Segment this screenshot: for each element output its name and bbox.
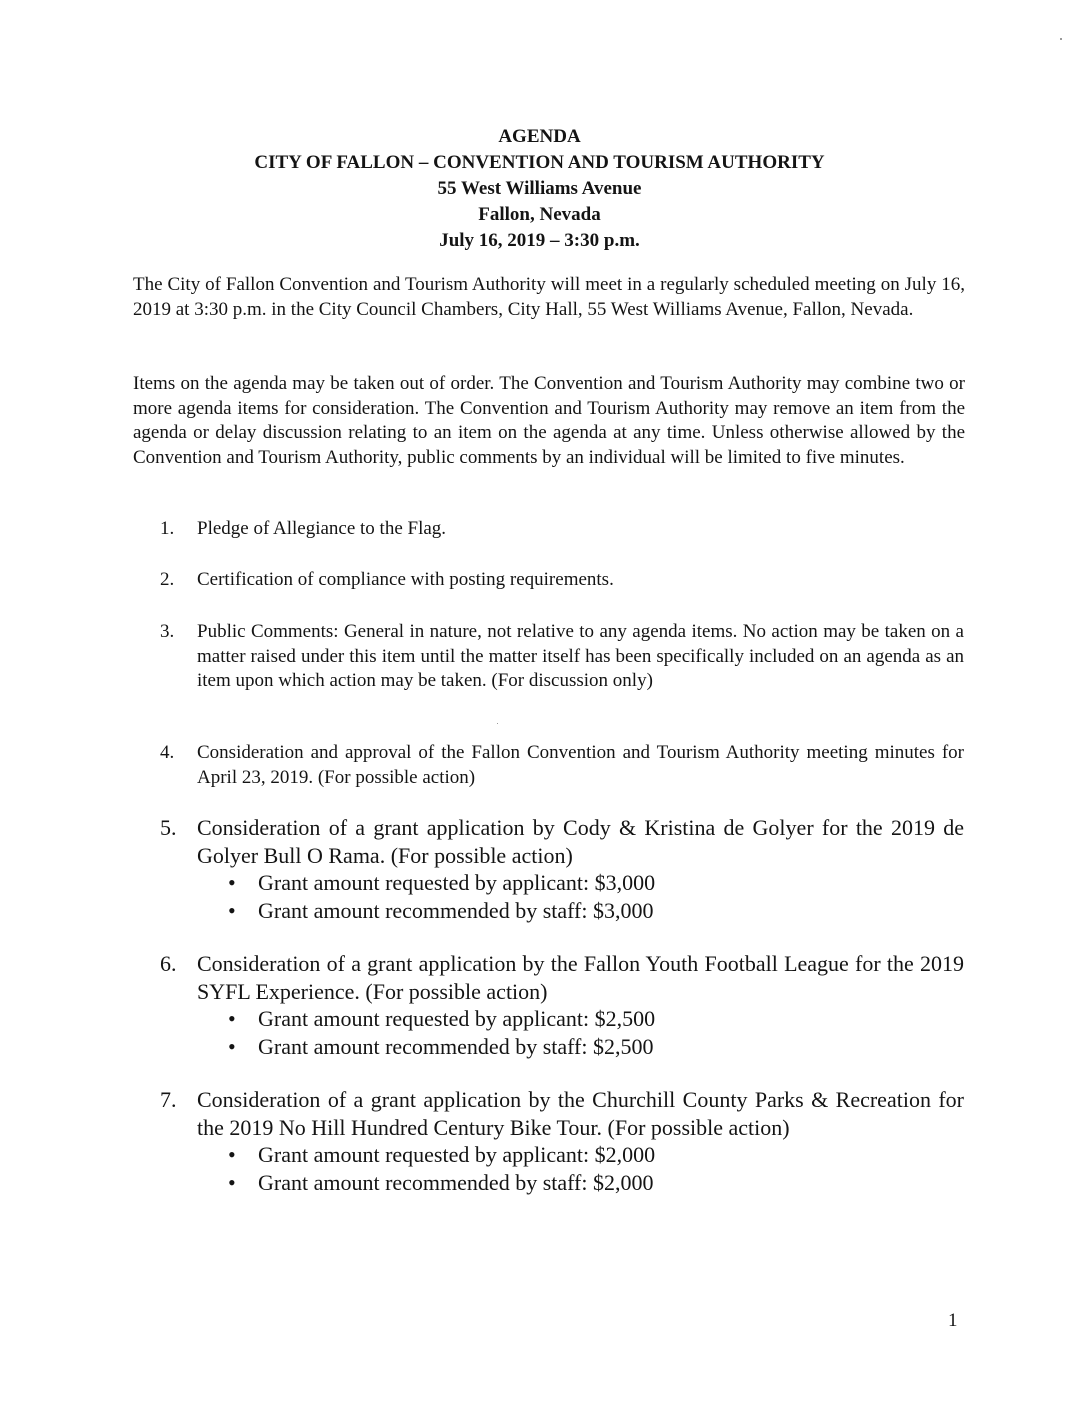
address-street: 55 West Williams Avenue <box>437 178 642 199</box>
organization-name: CITY OF FALLON – CONVENTION AND TOURISM AUTHORITY <box>254 152 825 173</box>
agenda-header <box>0 124 1079 254</box>
item-text: Consideration of a grant application by Cody & Kristina de Golyer for the 2019 de Golyer Bull O Rama. (For possible action) <box>197 815 964 868</box>
item-text: Certification of compliance with posting requirements. <box>197 569 614 590</box>
grant-requested: • Grant amount requested by applicant: $3,000 <box>228 870 656 895</box>
bullet-icon: • <box>228 1033 236 1059</box>
item-number: 6. <box>160 951 177 976</box>
scan-speck <box>1060 38 1062 40</box>
bullet-icon: • <box>228 1169 236 1195</box>
item-number: 7. <box>160 1087 177 1112</box>
address-city: Fallon, Nevada <box>478 204 601 225</box>
agenda-item <box>160 517 964 542</box>
grant-amounts-list <box>160 1141 964 1196</box>
item-text: Consideration of a grant application by the Fallon Youth Football League for the 2019 SYFL Experience. (For possible action) <box>197 951 964 1004</box>
agenda-title: AGENDA <box>498 126 581 147</box>
grant-amounts-list <box>160 869 964 924</box>
meeting-datetime: July 16, 2019 – 3:30 p.m. <box>439 230 640 251</box>
bullet-icon: • <box>228 870 236 895</box>
item-number: 2. <box>160 569 175 590</box>
grant-recommended: • Grant amount recommended by staff: $3,000 <box>228 897 654 923</box>
grant-recommended: • Grant amount recommended by staff: $2,000 <box>228 1169 654 1195</box>
item-number: 5. <box>160 815 177 840</box>
bullet-icon: • <box>228 897 236 923</box>
grant-amounts-list <box>160 1005 964 1060</box>
item-text: Consideration and approval of the Fallon Convention and Tourism Authority meeting minutes for April 23, 2019. (For possible action) <box>197 742 964 788</box>
bullet-icon: • <box>228 1142 236 1167</box>
bullet-icon: • <box>228 1006 236 1031</box>
agenda-item <box>160 1086 964 1196</box>
agenda-item <box>160 950 964 1060</box>
item-number: 1. <box>160 518 175 539</box>
item-number: 3. <box>160 621 175 642</box>
grant-requested: • Grant amount requested by applicant: $2,000 <box>228 1142 656 1167</box>
grant-requested: • Grant amount requested by applicant: $2,500 <box>228 1006 656 1031</box>
agenda-item <box>160 741 964 790</box>
grant-recommended: • Grant amount recommended by staff: $2,500 <box>228 1033 654 1059</box>
item-number: 4. <box>160 742 175 763</box>
agenda-item <box>160 568 964 593</box>
item-text: Pledge of Allegiance to the Flag. <box>197 518 447 539</box>
item-text: Public Comments: General in nature, not relative to any agenda items. No action may be taken on a matter raised under this item until the matter itself has been specifically included on an agenda as an item upon which action may be taken. (For discussion only) <box>197 621 964 691</box>
item-text: Consideration of a grant application by the Churchill County Parks & Recreation for the 2019 No Hill Hundred Century Bike Tour. (For possible action) <box>197 1087 964 1140</box>
agenda-item <box>160 620 964 694</box>
page-number: 1 <box>948 1310 958 1331</box>
rules-paragraph: Items on the agenda may be taken out of order. The Convention and Tourism Authority may combine two or more agenda items for consideration. The Convention and Tourism Authority may remove an item from the agenda or delay discussion relating to an item on the agenda at any time. Unless otherwise allowed by the Convention and Tourism Authority, public comments by an individual will be limited to five minutes. <box>133 373 965 468</box>
scan-speck <box>497 723 498 724</box>
agenda-item <box>160 814 964 924</box>
intro-paragraph: The City of Fallon Convention and Tourism Authority will meet in a regularly scheduled meeting on July 16, 2019 at 3:30 p.m. in the City Council Chambers, City Hall, 55 West Williams Avenue, Fallon, Nevada. <box>133 274 965 320</box>
